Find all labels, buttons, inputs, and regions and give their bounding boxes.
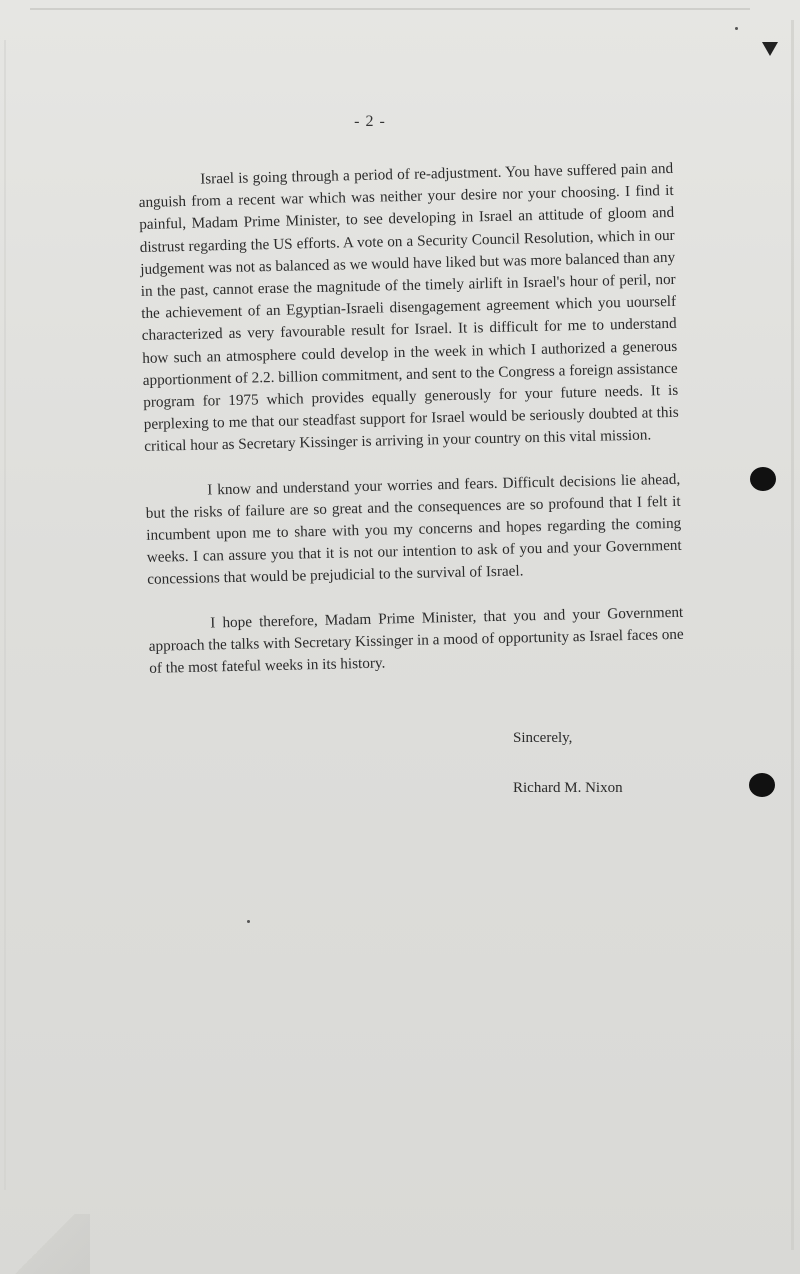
letter-signature: Richard M. Nixon	[513, 780, 623, 796]
letter-closing: Sincerely,	[513, 730, 573, 746]
page-left-edge	[4, 40, 6, 1190]
letter-paragraph: I know and understand your worries and fears. Difficult decisions lie ahead, but the risks of failure are so great and the consequences are so profound that I felt it incumbent upon me to share with you my concerns and hopes regarding the coming weeks. I can assure you that it is not our intention to ask of you and your Government concessions that would be prejudicial to the survival of Israel.	[145, 470, 682, 589]
speck	[735, 27, 738, 30]
page-right-edge	[791, 20, 794, 1250]
corner-fold	[0, 1214, 90, 1274]
letter-body	[138, 158, 684, 680]
speck	[247, 920, 250, 923]
punch-hole-icon	[749, 773, 775, 797]
corner-mark-icon	[762, 42, 778, 56]
letter-paragraph: Israel is going through a period of re-adjustment. You have suffered pain and anguish from a recent war which was neither your desire nor your choosing. I find it painful, Madam Prime Minister, to see developing in Israel an attitude of gloom and distrust regarding the US efforts. A vote on a Security Council Resolution, which in our judgement was not as balanced as we would have liked but was more balanced than any in the past, cannot erase the magnitude of the timely airlift in Israel's hour of peril, nor the achievement of an Egyptian-Israeli disengagement agreement which you uourself characterized as very favourable result for Israel. It is difficult for me to understand how such an atmosphere could develop in the week in which I authorized a generous apportionment of 2.2. billion commitment, and sent to the Congress a foreign assistance program for 1975 which provides equally generously for your future needs. It is perplexing to me that our steadfast support for Israel would be seriously doubted at this critical hour as Secretary Kissinger is arriving in your country on this vital mission.	[138, 159, 679, 456]
letter-paragraph: I hope therefore, Madam Prime Minister, that you and your Government approach the talks with Secretary Kissinger in a mood of opportunity as Israel faces one of the most fateful weeks in its history.	[148, 603, 684, 677]
page-top-edge	[30, 8, 750, 10]
punch-hole-icon	[750, 467, 776, 491]
page-number: - 2 -	[354, 113, 386, 130]
